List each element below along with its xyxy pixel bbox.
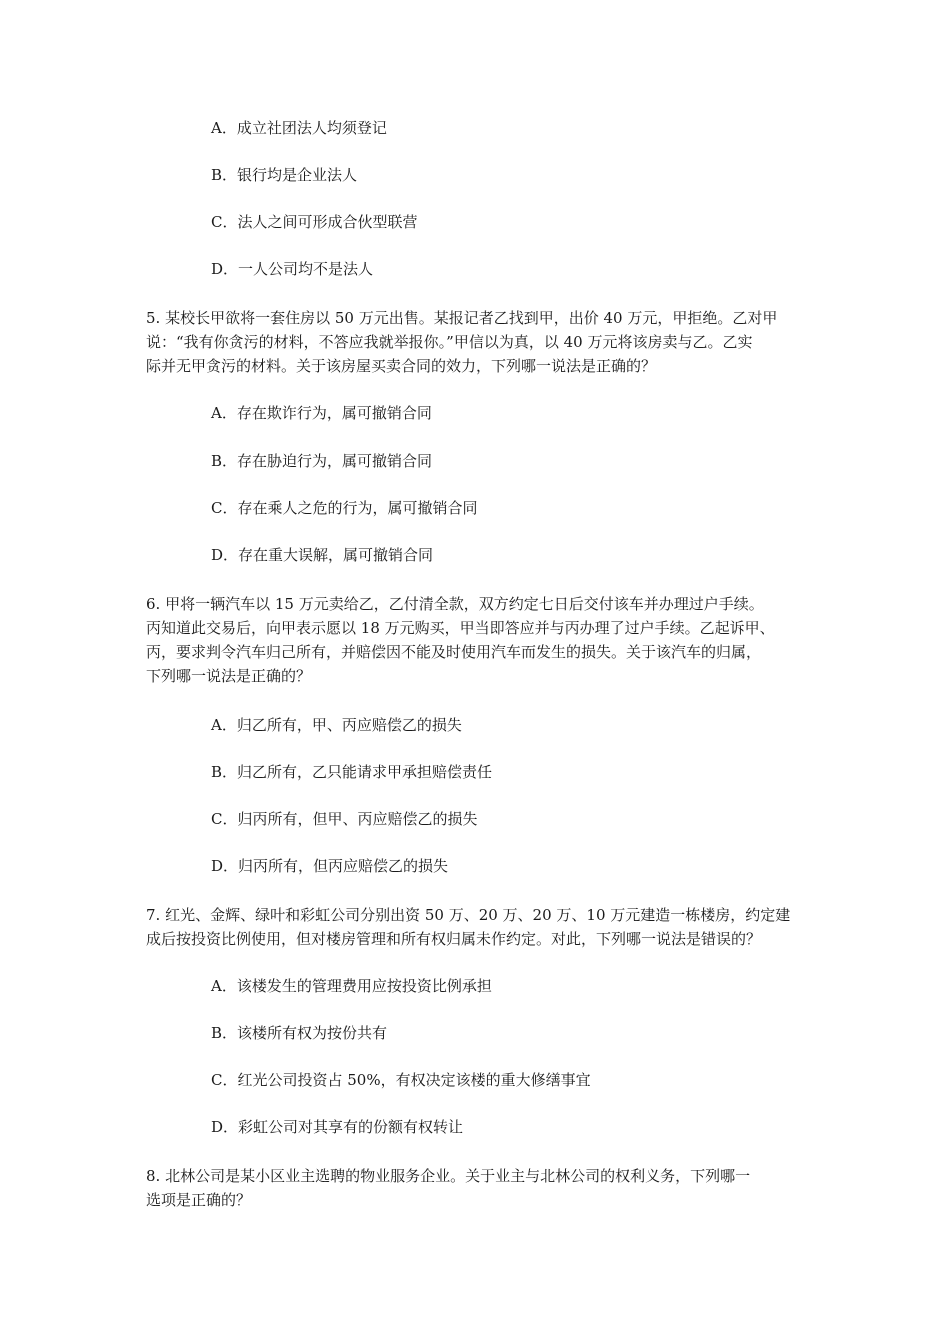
q5-stem-line: 说：“我有你贪污的材料，不答应我就举报你。”甲信以为真，以 40 万元将该房卖与乙。乙实 (146, 333, 753, 351)
q7-option-c: C．红光公司投资占 50%，有权决定该楼的重大修缮事宜 (211, 1071, 591, 1089)
q8-stem (146, 1164, 821, 1212)
q6-stem-line: 6. 甲将一辆汽车以 15 万元卖给乙，乙付清全款，双方约定七日后交付该车并办理过户手续。 (146, 595, 764, 613)
q6-option-a: A．归乙所有，甲、丙应赔偿乙的损失 (211, 716, 462, 734)
q5-option-a: A．存在欺诈行为，属可撤销合同 (211, 404, 432, 422)
q7-stem (146, 903, 821, 951)
q7-stem-line: 7. 红光、金辉、绿叶和彩虹公司分别出资 50 万、20 万、20 万、10 万元建造一栋楼房，约定建 (146, 906, 791, 924)
q6-stem (146, 592, 821, 688)
q4-option-c: C．法人之间可形成合伙型联营 (211, 213, 418, 231)
q4-option-b: B．银行均是企业法人 (211, 166, 358, 184)
q7-option-a: A．该楼发生的管理费用应按投资比例承担 (211, 977, 492, 995)
q5-option-c: C．存在乘人之危的行为，属可撤销合同 (211, 499, 478, 517)
q6-stem-line: 丙知道此交易后，向甲表示愿以 18 万元购买，甲当即答应并与丙办理了过户手续。乙起诉甲、 (146, 619, 775, 637)
q8-stem-line: 选项是正确的？ (146, 1191, 252, 1209)
q4-option-a: A．成立社团法人均须登记 (211, 119, 387, 137)
q5-stem (146, 306, 821, 378)
q6-stem-line: 丙，要求判令汽车归己所有，并赔偿因不能及时使用汽车而发生的损失。关于该汽车的归属， (146, 643, 762, 661)
q5-option-b: B．存在胁迫行为，属可撤销合同 (211, 452, 433, 470)
q6-stem-line: 下列哪一说法是正确的？ (146, 667, 312, 685)
q7-option-d: D．彩虹公司对其享有的份额有权转让 (211, 1118, 464, 1136)
q5-stem-line: 际并无甲贪污的材料。关于该房屋买卖合同的效力，下列哪一说法是正确的？ (146, 357, 657, 375)
q4-option-d: D．一人公司均不是法人 (211, 260, 374, 278)
q6-option-b: B．归乙所有，乙只能请求甲承担赔偿责任 (211, 763, 493, 781)
q6-option-c: C．归丙所有，但甲、丙应赔偿乙的损失 (211, 810, 478, 828)
q7-option-b: B．该楼所有权为按份共有 (211, 1024, 388, 1042)
q5-stem-line: 5. 某校长甲欲将一套住房以 50 万元出售。某报记者乙找到甲，出价 40 万元，甲拒绝。乙对甲 (146, 309, 778, 327)
q7-stem-line: 成后按投资比例使用，但对楼房管理和所有权归属未作约定。对此，下列哪一说法是错误的？ (146, 930, 762, 948)
q8-stem-line: 8. 北林公司是某小区业主选聘的物业服务企业。关于业主与北林公司的权利义务，下列哪一 (146, 1167, 751, 1185)
q6-option-d: D．归丙所有，但丙应赔偿乙的损失 (211, 857, 449, 875)
q5-option-d: D．存在重大误解，属可撤销合同 (211, 546, 434, 564)
